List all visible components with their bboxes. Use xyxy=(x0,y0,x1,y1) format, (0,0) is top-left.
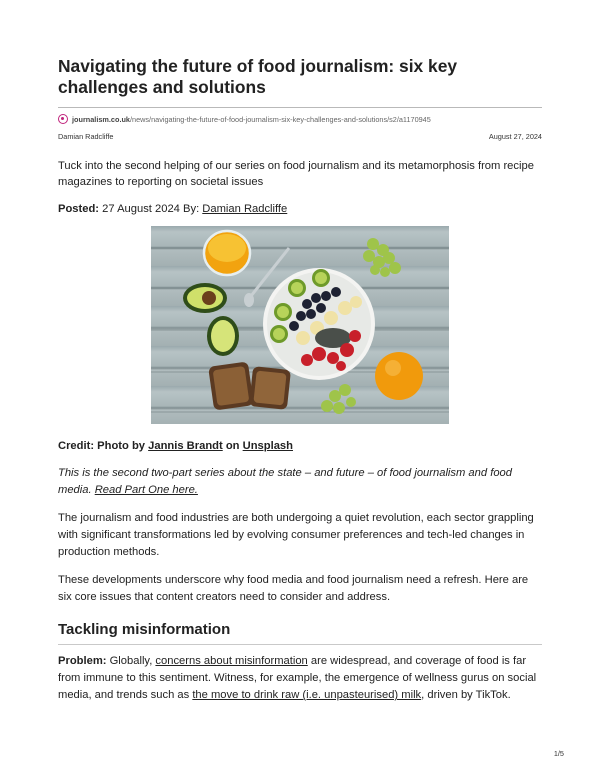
source-domain[interactable]: journalism.co.uk xyxy=(72,114,130,124)
misinformation-link[interactable]: concerns about misinformation xyxy=(155,655,308,667)
problem-text-2: are widespread, and coverage of food is far from immune to this sentiment. Witness, for example, the emergence of wellness gurus on social media, and trends such as xyxy=(58,655,537,701)
byline-author: Damian Radcliffe xyxy=(58,132,114,141)
paragraph-2: These developments underscore why food media and food journalism need a refresh. Here are six core issues that content creators need to consider and address. xyxy=(58,574,529,603)
title-divider xyxy=(58,107,542,108)
source-path[interactable]: /news/navigating-the-future-of-food-journalism-six-key-challenges-and-solutions/s2/a1170945 xyxy=(129,114,431,124)
series-intro-text: This is the second two-part series about the state – and future – of food journalism and food media. xyxy=(58,467,512,496)
food-photo xyxy=(151,226,449,424)
problem-label: Problem: xyxy=(58,655,107,667)
byline-date: August 27, 2024 xyxy=(488,132,542,141)
byline-row xyxy=(58,132,542,141)
page-number: 1/5 xyxy=(553,749,564,758)
source-line[interactable] xyxy=(58,112,542,126)
article-title: Navigating the future of food journalism: six key challenges and solutions xyxy=(58,56,458,97)
posted-label: Posted: xyxy=(58,203,100,215)
paragraph-1: The journalism and food industries are both undergoing a quiet revolution, each sector grappling with significant transformations led by evolving consumer preferences and tech-led changes in production methods. xyxy=(58,512,534,558)
problem-text-1: Globally, xyxy=(106,655,156,667)
posted-line xyxy=(58,203,542,215)
part-one-link[interactable]: Read Part One here. xyxy=(94,484,198,496)
raw-milk-link[interactable]: the move to drink raw (i.e. unpasteurised) milk xyxy=(192,689,422,701)
author-link[interactable]: Damian Radcliffe xyxy=(202,203,288,215)
unsplash-link[interactable]: Unsplash xyxy=(242,440,293,452)
series-intro xyxy=(58,465,542,499)
journalism-logo-icon xyxy=(58,114,68,124)
article-page xyxy=(58,0,542,704)
section-divider xyxy=(58,644,542,645)
posted-text: 27 August 2024 By: xyxy=(99,203,203,215)
photographer-link[interactable]: Jannis Brandt xyxy=(148,440,223,452)
photo-credit xyxy=(58,440,542,452)
section-heading: Tackling misinformation xyxy=(58,621,231,638)
problem-text-3: , driven by TikTok. xyxy=(421,689,511,701)
food-photo-illustration xyxy=(151,226,449,424)
standfirst: Tuck into the second helping of our series on food journalism and its metamorphosis from recipe magazines to reporting on societal issues xyxy=(58,160,534,188)
credit-mid: on xyxy=(222,440,243,452)
credit-prefix: Credit: Photo by xyxy=(58,440,149,452)
problem-paragraph xyxy=(58,653,542,704)
